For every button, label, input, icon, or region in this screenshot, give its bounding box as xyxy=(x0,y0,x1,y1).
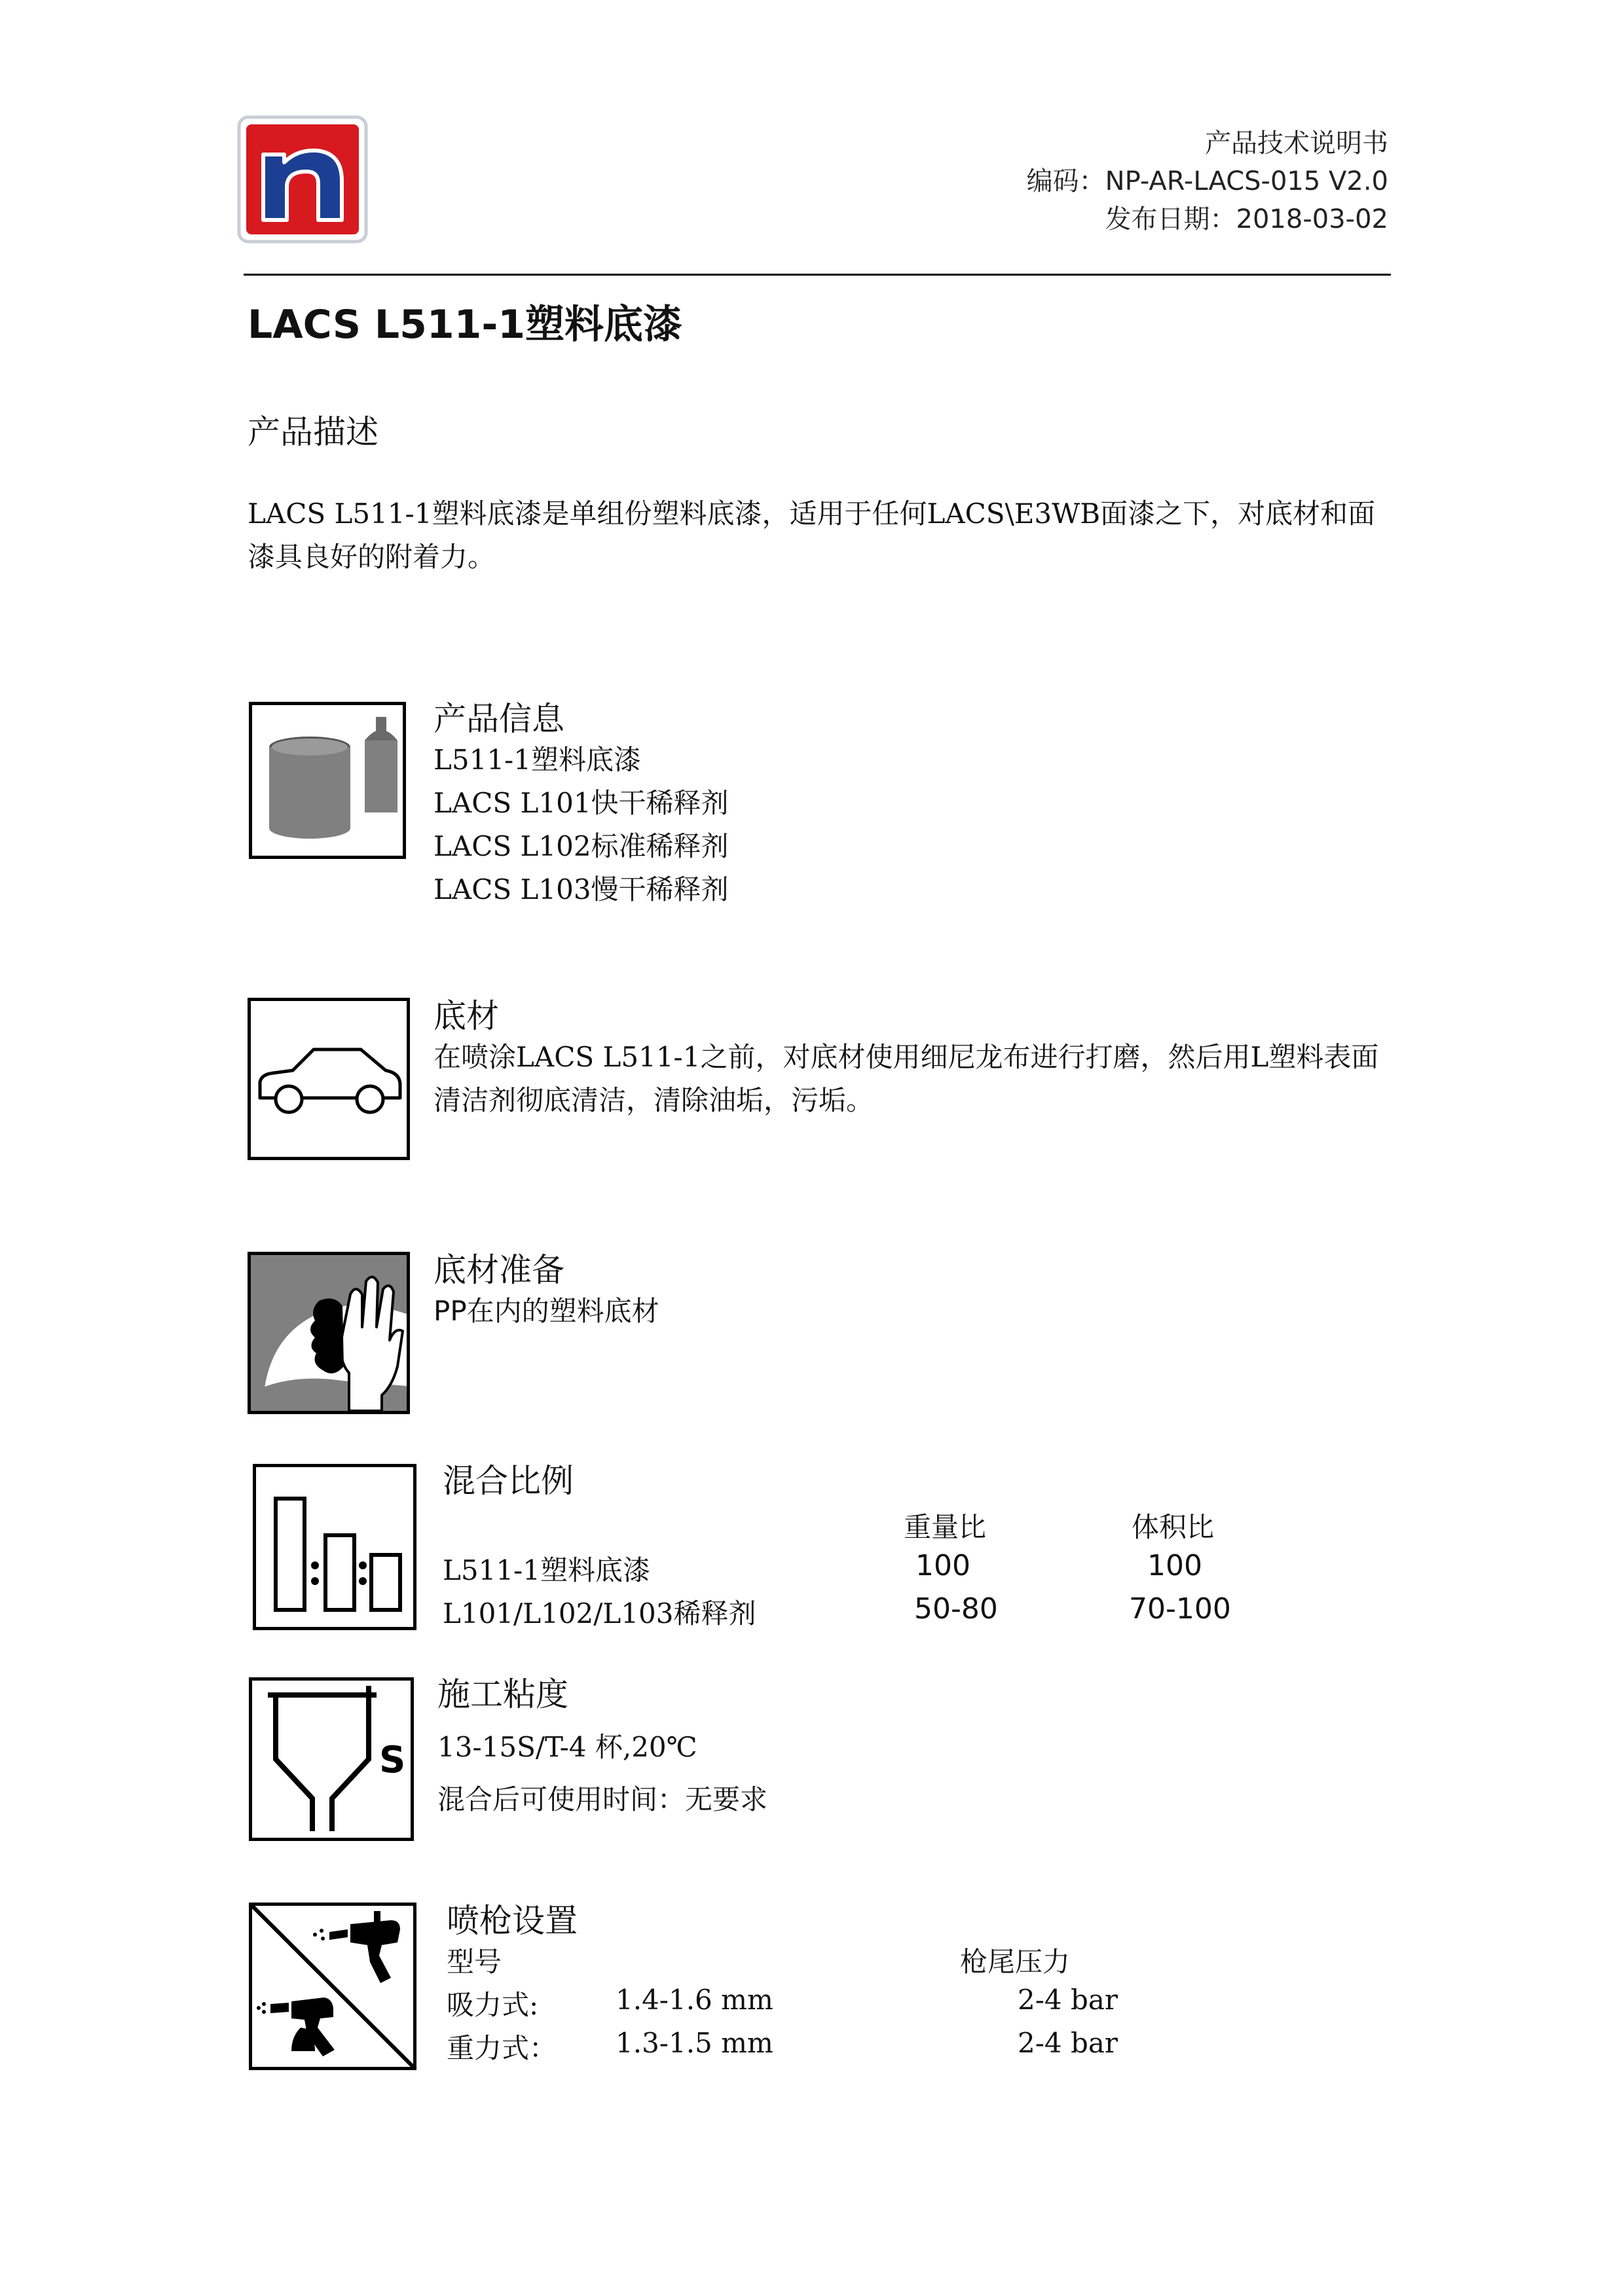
company-logo xyxy=(237,115,368,244)
viscosity-heading: 施工粘度 xyxy=(437,1675,568,1713)
product-info-item-4: LACS L103慢干稀释剂 xyxy=(434,873,729,905)
description-line-2: 漆具良好的附着力。 xyxy=(248,541,496,573)
mixing-col-weight: 重量比 xyxy=(904,1511,987,1543)
header-divider xyxy=(244,274,1391,276)
spray-gun-row-1-pressure: 2-4 bar xyxy=(1018,1984,1118,2016)
viscosity-icon-letter: S xyxy=(379,1739,406,1781)
substrate-prep-text xyxy=(434,1290,659,1329)
viscosity-line-1: 13-15S/T-4 杯,20℃ xyxy=(437,1731,697,1763)
paint-can-icon xyxy=(249,702,406,859)
spray-gun-row-1-type: 吸力式: xyxy=(447,1989,539,2021)
mixing-heading: 混合比例 xyxy=(443,1462,574,1500)
mixing-row-1-weight: 100 xyxy=(915,1549,970,1582)
spray-gun-row-2-pressure: 2-4 bar xyxy=(1018,2027,1118,2059)
doc-type: 产品技术说明书 xyxy=(1205,128,1388,158)
viscosity-line-2: 混合后可使用时间：无要求 xyxy=(437,1783,768,1815)
sanding-hand-icon xyxy=(248,1252,410,1414)
substrate-prep-text-content: PP在内的塑料底材 xyxy=(434,1295,659,1327)
spray-gun-icon xyxy=(249,1903,416,2070)
product-info-item-1: L511-1塑料底漆 xyxy=(434,744,641,776)
mixing-row-2-weight: 50-80 xyxy=(914,1592,998,1626)
mixing-row-2-name: L101/L102/L103稀释剂 xyxy=(443,1597,756,1630)
mixing-row-1-name: L511-1塑料底漆 xyxy=(443,1554,650,1586)
description-line-1: LACS L511-1塑料底漆是单组份塑料底漆，适用于任何LACS\E3WB面漆之下，对底材和面 xyxy=(248,498,1376,530)
header-meta xyxy=(1027,124,1388,238)
substrate-line-2: 清洁剂彻底清洁，清除油垢，污垢。 xyxy=(434,1084,874,1116)
car-icon xyxy=(248,998,410,1160)
mixing-row-2-volume: 70-100 xyxy=(1129,1592,1231,1626)
doc-code: 编码：NP-AR-LACS-015 V2.0 xyxy=(1026,166,1388,196)
substrate-heading: 底材 xyxy=(434,997,499,1035)
product-info-item-2: LACS L101快干稀释剂 xyxy=(434,787,729,819)
mixing-row-1-volume: 100 xyxy=(1147,1549,1202,1582)
spray-gun-col-model: 型号 xyxy=(447,1946,502,1978)
description-heading: 产品描述 xyxy=(248,413,378,451)
viscosity-cup-icon xyxy=(249,1677,414,1841)
spray-gun-heading: 喷枪设置 xyxy=(447,1902,578,1940)
product-info-heading: 产品信息 xyxy=(434,700,564,738)
product-info-item-3: LACS L102标准稀释剂 xyxy=(434,830,729,862)
spray-gun-row-1-size: 1.4-1.6 mm xyxy=(616,1984,773,2016)
release-date: 发布日期：2018-03-02 xyxy=(1105,204,1388,234)
substrate-prep-heading: 底材准备 xyxy=(434,1251,564,1289)
document-title: LACS L511-1塑料底漆 xyxy=(248,302,683,348)
substrate-line-1: 在喷涂LACS L511-1之前，对底材使用细尼龙布进行打磨，然后用L塑料表面 xyxy=(434,1041,1379,1073)
mixing-ratio-icon xyxy=(253,1464,416,1630)
spray-gun-row-2-type: 重力式： xyxy=(447,2032,557,2064)
spray-gun-col-pressure: 枪尾压力 xyxy=(960,1946,1071,1978)
spray-gun-row-2-size: 1.3-1.5 mm xyxy=(616,2027,773,2059)
mixing-col-volume: 体积比 xyxy=(1132,1511,1215,1543)
